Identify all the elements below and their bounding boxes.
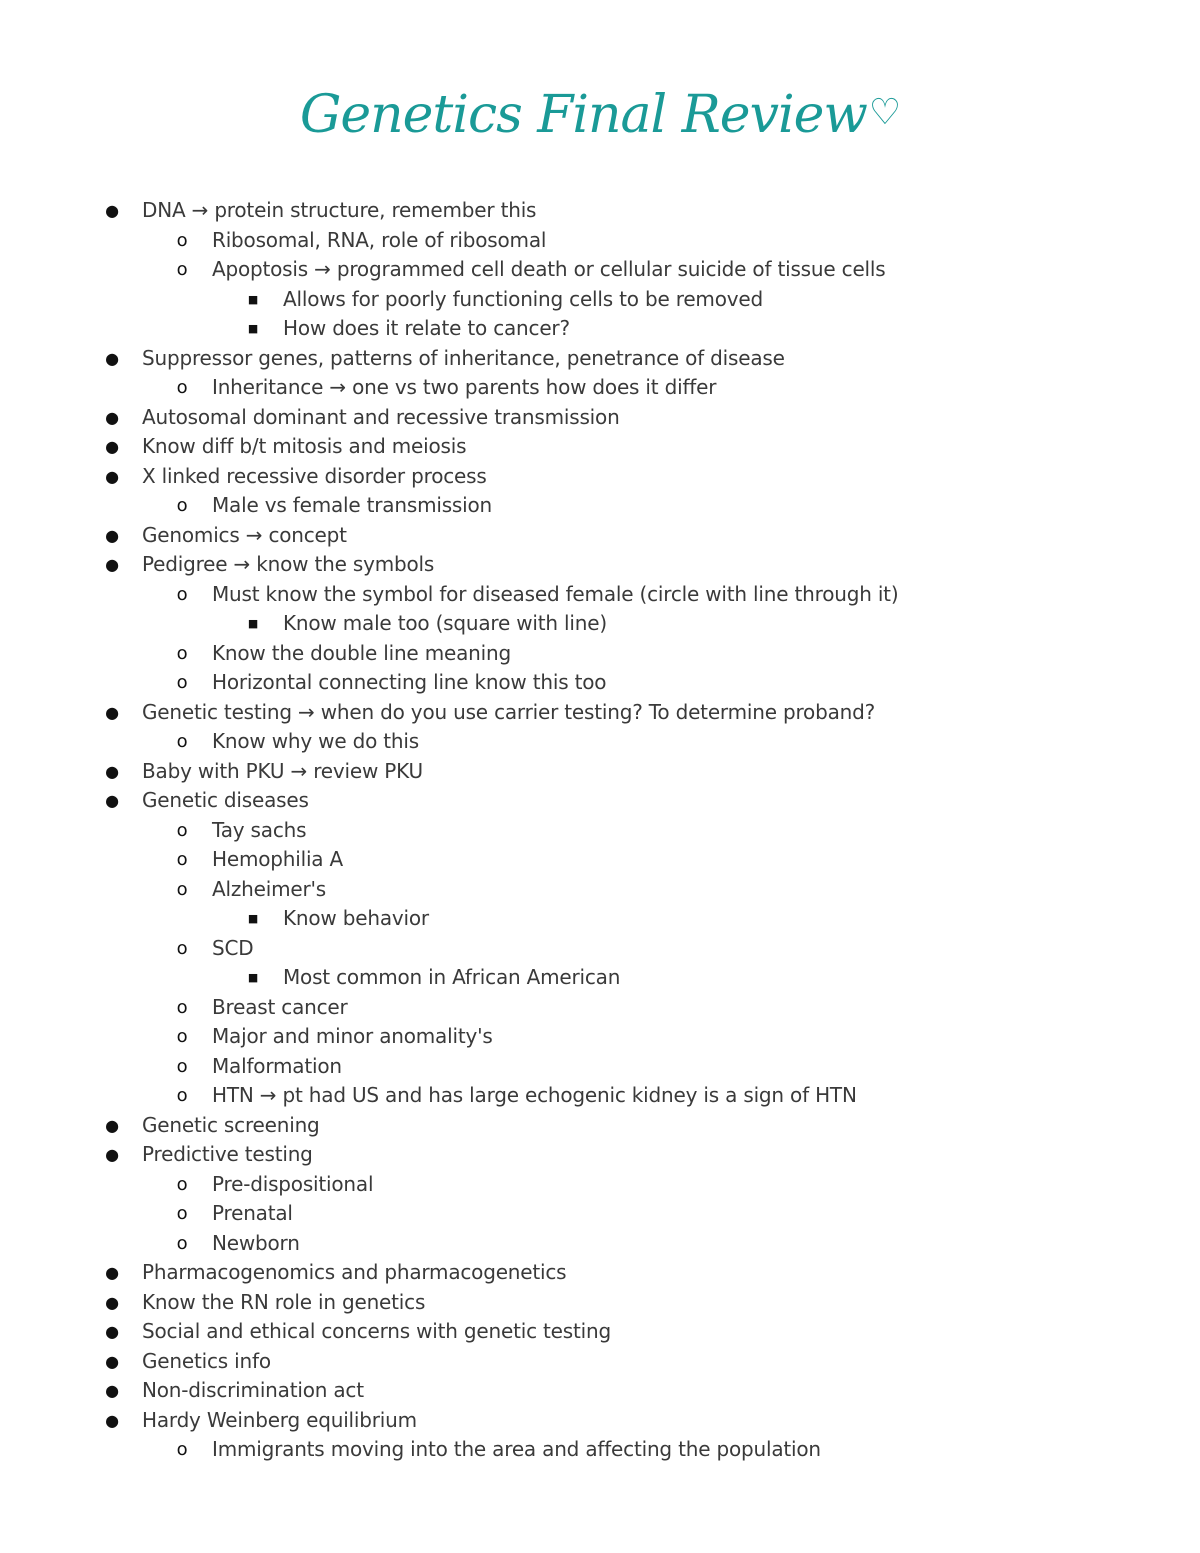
bullet-square-icon: ■ (247, 322, 259, 335)
outline-item-text: Know the double line meaning (212, 640, 511, 665)
outline-item-text: Inheritance → one vs two parents how does it differ (212, 375, 717, 399)
bullet-circle-icon: o (176, 377, 188, 398)
outline-item-level-2 (0, 491, 1200, 521)
bullet-circle-icon: o (176, 996, 188, 1018)
bullet-circle-icon: o (176, 229, 188, 251)
outline-item-level-1 (0, 698, 1200, 728)
outline-item-level-2 (0, 816, 1200, 846)
outline-item-level-2 (0, 1199, 1200, 1229)
outline-item-level-1 (0, 196, 1200, 226)
bullet-square-icon: ■ (247, 912, 259, 925)
bullet-circle-icon: o (176, 672, 188, 693)
outline-item-text: Allows for poorly functioning cells to be removed (283, 286, 763, 311)
bullet-dot-icon: ● (105, 1351, 119, 1371)
outline-item-level-1 (0, 1140, 1200, 1170)
outline-item-level-1 (0, 462, 1200, 492)
bullet-circle-icon: o (176, 1085, 188, 1106)
outline-item-level-1 (0, 1258, 1200, 1288)
outline-item-text: Must know the symbol for diseased female (circle with line through it) (212, 581, 899, 606)
bullet-dot-icon: ● (105, 525, 119, 545)
outline-item-level-2 (0, 727, 1200, 757)
bullet-dot-icon: ● (105, 348, 119, 368)
outline-item-level-2 (0, 255, 1200, 285)
outline-item-level-2 (0, 226, 1200, 256)
bullet-circle-icon: o (176, 1203, 188, 1224)
outline-item-level-1 (0, 1111, 1200, 1141)
outline-item-level-3 (0, 609, 1200, 639)
outline-item-level-1 (0, 757, 1200, 787)
outline-item-level-1 (0, 786, 1200, 816)
outline-item-text: Major and minor anomality's (212, 1024, 493, 1048)
outline-item-level-2 (0, 1435, 1200, 1465)
outline-item-text: Male vs female transmission (212, 493, 493, 517)
outline-item-level-2 (0, 373, 1200, 403)
outline-item-level-1 (0, 521, 1200, 551)
outline-item-level-1 (0, 1288, 1200, 1318)
bullet-circle-icon: o (176, 642, 188, 664)
outline-item-level-1 (0, 344, 1200, 374)
bullet-square-icon: ■ (247, 292, 259, 306)
outline-item-level-1 (0, 432, 1200, 462)
outline-item-text: Predictive testing (142, 1142, 313, 1166)
outline-item-text: Tay sachs (212, 817, 307, 842)
outline-item-text: Know why we do this (212, 729, 419, 753)
outline-item-text: Genomics → concept (142, 522, 347, 547)
outline-item-level-2 (0, 1022, 1200, 1052)
outline-item-text: X linked recessive disorder process (142, 463, 487, 488)
bullet-circle-icon: o (176, 1439, 188, 1460)
outline-item-level-2 (0, 1081, 1200, 1111)
outline-item-text: Genetic screening (142, 1112, 320, 1137)
outline-item-text: Hemophilia A (212, 847, 343, 871)
outline-item-level-2 (0, 639, 1200, 669)
outline-item-text: Suppressor genes, patterns of inheritance, penetrance of disease (142, 345, 785, 370)
outline-item-text: Most common in African American (283, 965, 621, 989)
outline-item-text: Pharmacogenomics and pharmacogenetics (142, 1260, 567, 1284)
bullet-dot-icon: ● (105, 761, 119, 781)
outline-item-text: How does it relate to cancer? (283, 316, 570, 340)
outline-item-level-1 (0, 1347, 1200, 1377)
bullet-dot-icon: ● (105, 1263, 119, 1282)
bullet-dot-icon: ● (105, 1292, 119, 1312)
bullet-circle-icon: o (176, 1232, 188, 1254)
outline-item-level-1 (0, 550, 1200, 580)
outline-item-level-3 (0, 963, 1200, 993)
bullet-dot-icon: ● (105, 1115, 119, 1135)
bullet-circle-icon: o (176, 1055, 188, 1077)
outline-item-text: Genetic diseases (142, 788, 309, 812)
outline-item-level-2 (0, 668, 1200, 698)
outline-item-level-2 (0, 934, 1200, 964)
outline-item-text: Pedigree → know the symbols (142, 552, 435, 576)
heart-icon: ♡ (868, 92, 901, 133)
bullet-dot-icon: ● (105, 702, 119, 722)
outline-item-level-1 (0, 1406, 1200, 1436)
outline-item-text: Breast cancer (212, 994, 348, 1019)
outline-item-level-3 (0, 314, 1200, 344)
bullet-circle-icon: o (176, 878, 188, 900)
outline-item-text: Malformation (212, 1053, 342, 1078)
outline-item-text: Horizontal connecting line know this too (212, 670, 607, 694)
bullet-circle-icon: o (176, 259, 188, 280)
bullet-square-icon: ■ (247, 971, 259, 984)
bullet-circle-icon: o (176, 819, 188, 841)
outline-item-text: DNA → protein structure, remember this (142, 198, 537, 222)
bullet-dot-icon: ● (105, 791, 119, 810)
outline-item-text: Newborn (212, 1230, 300, 1255)
outline-item-text: Hardy Weinberg equilibrium (142, 1407, 417, 1432)
outline-item-text: Ribosomal, RNA, role of ribosomal (212, 227, 547, 252)
outline-item-text: Immigrants moving into the area and affecting the population (212, 1437, 821, 1461)
outline-item-level-2 (0, 1229, 1200, 1259)
document-title (0, 78, 1200, 150)
outline-item-text: Know the RN role in genetics (142, 1289, 426, 1314)
bullet-dot-icon: ● (105, 555, 119, 574)
outline-item-text: Autosomal dominant and recessive transmission (142, 404, 620, 429)
outline-item-level-2 (0, 993, 1200, 1023)
bullet-dot-icon: ● (105, 1410, 119, 1430)
outline-item-text: Prenatal (212, 1201, 293, 1225)
bullet-circle-icon: o (176, 583, 188, 605)
outline-item-text: Know diff b/t mitosis and meiosis (142, 434, 467, 458)
bullet-circle-icon: o (176, 1173, 188, 1195)
title-text: Genetics Final Review (299, 85, 867, 145)
outline-item-text: Genetic testing → when do you use carrier testing? To determine proband? (142, 699, 876, 724)
outline-item-level-2 (0, 1170, 1200, 1200)
outline-item-level-2 (0, 1052, 1200, 1082)
bullet-dot-icon: ● (105, 1322, 119, 1341)
review-outline (0, 196, 1200, 1465)
bullet-dot-icon: ● (105, 437, 119, 456)
bullet-dot-icon: ● (105, 201, 119, 220)
outline-item-level-1 (0, 403, 1200, 433)
outline-item-text: Pre-dispositional (212, 1171, 374, 1196)
bullet-circle-icon: o (176, 731, 188, 752)
bullet-circle-icon: o (176, 849, 188, 870)
bullet-dot-icon: ● (105, 1381, 119, 1400)
outline-item-level-3 (0, 904, 1200, 934)
outline-item-text: Know male too (square with line) (283, 611, 607, 635)
outline-item-level-2 (0, 845, 1200, 875)
outline-item-text: Apoptosis → programmed cell death or cellular suicide of tissue cells (212, 257, 886, 281)
outline-item-level-3 (0, 285, 1200, 315)
outline-item-text: HTN → pt had US and has large echogenic kidney is a sign of HTN (212, 1083, 857, 1107)
outline-item-text: SCD (212, 935, 254, 960)
outline-item-text: Genetics info (142, 1348, 271, 1373)
bullet-circle-icon: o (176, 495, 188, 516)
outline-item-text: Baby with PKU → review PKU (142, 758, 423, 783)
bullet-circle-icon: o (176, 1026, 188, 1047)
outline-item-text: Alzheimer's (212, 876, 327, 901)
outline-item-level-1 (0, 1317, 1200, 1347)
outline-item-text: Non-discrimination act (142, 1378, 364, 1402)
bullet-square-icon: ■ (247, 617, 259, 630)
bullet-dot-icon: ● (105, 407, 119, 427)
outline-item-level-2 (0, 875, 1200, 905)
bullet-dot-icon: ● (105, 1145, 119, 1164)
outline-item-level-1 (0, 1376, 1200, 1406)
outline-item-text: Social and ethical concerns with genetic testing (142, 1319, 611, 1343)
outline-item-text: Know behavior (283, 906, 429, 930)
bullet-circle-icon: o (176, 937, 188, 959)
bullet-dot-icon: ● (105, 466, 119, 486)
outline-item-level-2 (0, 580, 1200, 610)
